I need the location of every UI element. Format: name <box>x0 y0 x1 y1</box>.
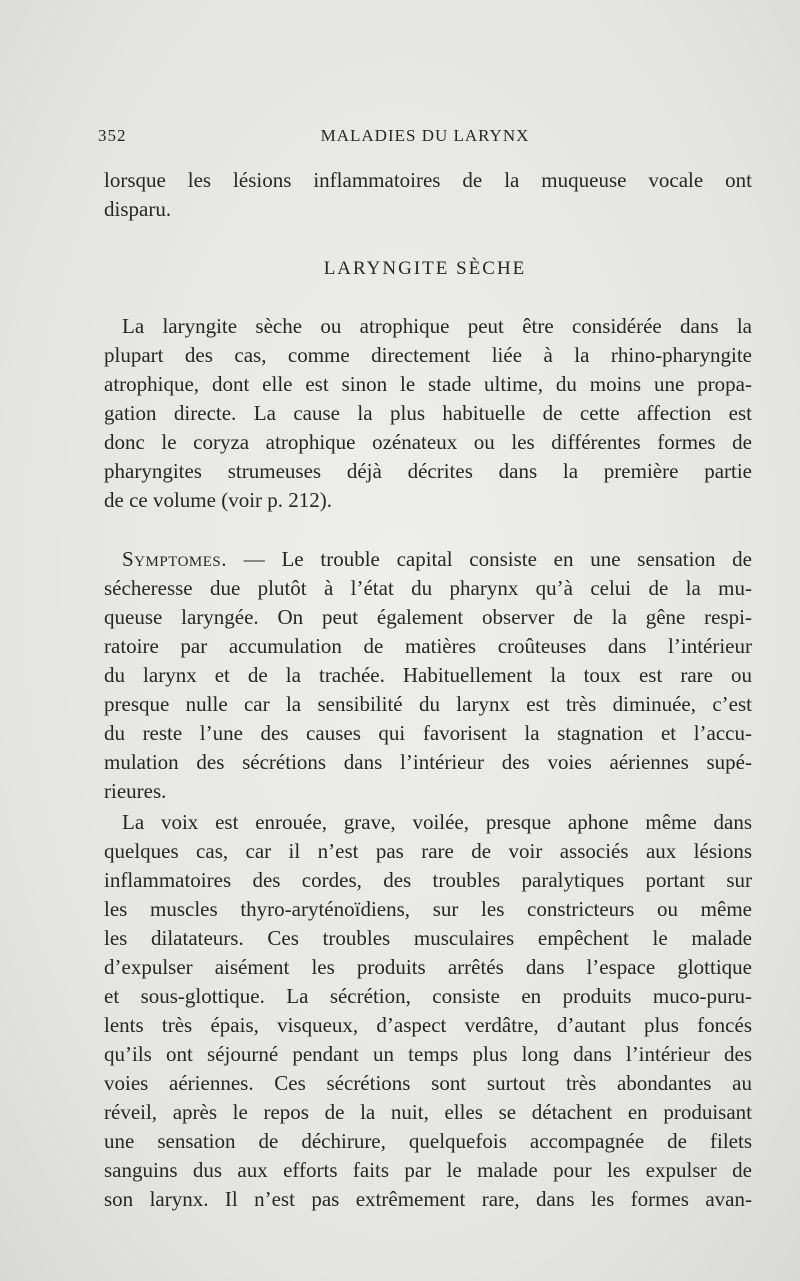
text-line: plupart des cas, comme directement liée à la rhino-pharyngite <box>104 343 752 367</box>
text-line: lents très épais, visqueux, d’aspect verdâtre, d’autant plus foncés <box>104 1013 752 1037</box>
text-line: donc le coryza atrophique ozénateux ou les différentes formes de <box>104 430 752 454</box>
text-line: mulation des sécrétions dans l’intérieur des voies aériennes supé- <box>104 750 752 774</box>
text-line: sanguins dus aux efforts faits par le malade pour les expulser de <box>104 1158 752 1182</box>
text-line: une sensation de déchirure, quelquefois accompagnée de filets <box>104 1129 752 1153</box>
text-line: inflammatoires des cordes, des troubles paralytiques portant sur <box>104 868 752 892</box>
text-line: d’expulser aisément les produits arrêtés dans l’espace glottique <box>104 955 752 979</box>
section-title: LARYNGITE SÈCHE <box>323 258 527 279</box>
text-line: La voix est enrouée, grave, voilée, presque aphone même dans <box>122 810 752 834</box>
text-line: son larynx. Il n’est pas extrêmement rare, dans les formes avan- <box>104 1187 752 1211</box>
text-line: ratoire par accumulation de matières croûteuses dans l’intérieur <box>104 634 752 658</box>
text-line: de ce volume (voir p. 212). <box>104 488 333 512</box>
text-line <box>122 545 752 574</box>
section-lead: Symptomes. <box>122 547 228 571</box>
text-line: quelques cas, car il n’est pas rare de voir associés aux lésions <box>104 839 752 863</box>
text-line: pharyngites strumeuses déjà décrites dans la première partie <box>104 459 752 483</box>
text-line: atrophique, dont elle est sinon le stade ultime, du moins une propa- <box>104 372 752 396</box>
text-line: sécheresse due plutôt à l’état du pharynx qu’à celui de la mu- <box>104 576 752 600</box>
text-line: lorsque les lésions inflammatoires de la muqueuse vocale ont <box>104 168 752 192</box>
text-line: presque nulle car la sensibilité du larynx est très diminuée, c’est <box>104 692 752 716</box>
text-line: les muscles thyro-aryténoïdiens, sur les constricteurs ou même <box>104 897 752 921</box>
text-span: — Le trouble capital consiste en une sensation de <box>227 547 752 571</box>
text-line: réveil, après le repos de la nuit, elles se détachent en produisant <box>104 1100 752 1124</box>
text-line: du larynx et de la trachée. Habituellement la toux est rare ou <box>104 663 752 687</box>
text-line: rieures. <box>104 779 167 803</box>
text-line: disparu. <box>104 197 172 221</box>
text-line: et sous-glottique. La sécrétion, consiste en produits muco-puru- <box>104 984 752 1008</box>
text-line: voies aériennes. Ces sécrétions sont surtout très abondantes au <box>104 1071 752 1095</box>
page-header <box>98 126 752 150</box>
text-line: gation directe. La cause la plus habituelle de cette affection est <box>104 401 752 425</box>
text-line: du reste l’une des causes qui favorisent la stagnation et l’accu- <box>104 721 752 745</box>
page-number: 352 <box>98 126 127 145</box>
text-line: qu’ils ont séjourné pendant un temps plus long dans l’intérieur des <box>104 1042 752 1066</box>
text-line: les dilatateurs. Ces troubles musculaires empêchent le malade <box>104 926 752 950</box>
running-head: MALADIES DU LARYNX <box>320 126 530 145</box>
text-line: La laryngite sèche ou atrophique peut être considérée dans la <box>122 314 752 338</box>
text-line: queuse laryngée. On peut également observer de la gêne respi- <box>104 605 752 629</box>
